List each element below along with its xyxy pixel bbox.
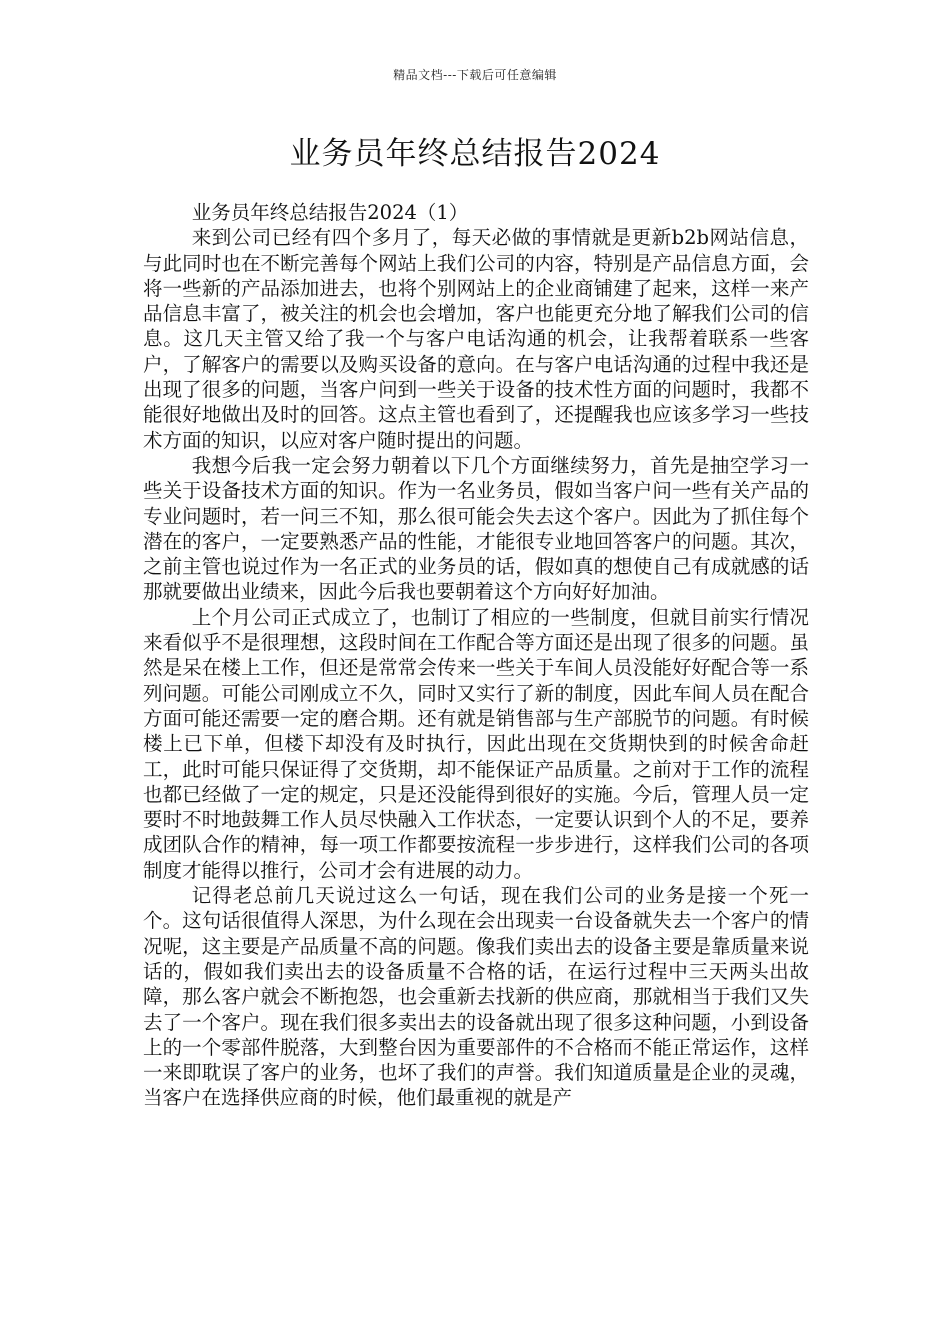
document-body: [143, 200, 809, 1111]
section-heading: 业务员年终总结报告2024（1）: [191, 201, 469, 224]
page-header: 精品文档---下载后可任意编辑: [393, 68, 557, 82]
paragraph-3: 上个月公司正式成立了，也制订了相应的一些制度，但就目前实行情况来看似乎不是很理想，这段时间在工作配合等方面还是出现了很多的问题。虽然是呆在楼上工作，但还是常常会传来一些关于车间人员没能好好配合等一系列问题。可能公司刚成立不久，同时又实行了新的制度，因此车间人员在配合方面可能还需要一定的磨合期。还有就是销售部与生产部脱节的问题。有时候楼上已下单，但楼下却没有及时执行，因此出现在交货期快到的时候舍命赶工，此时可能只保证得了交货期，却不能保证产品质量。之前对于工作的流程也都已经做了一定的规定，只是还没能得到很好的实施。今后，管理人员一定要时不时地鼓舞工作人员尽快融入工作状态，一定要认识到个人的不足，要养成团队合作的精神，每一项工作都要按流程一步步进行，这样我们公司的各项制度才能得以推行，公司才会有进展的动力。: [143, 605, 809, 882]
paragraph-4: 记得老总前几天说过这么一句话，现在我们公司的业务是接一个死一个。这句话很值得人深思，为什么现在会出现卖一台设备就失去一个客户的情况呢，这主要是产品质量不高的问题。像我们卖出去的设备主要是靠质量来说话的，假如我们卖出去的设备质量不合格的话，在运行过程中三天两头出故障，那么客户就会不断抱怨，也会重新去找新的供应商，那就相当于我们又失去了一个客户。现在我们很多卖出去的设备就出现了很多这种问题，小到设备上的一个零部件脱落，大到整台因为重要部件的不合格而不能正常运作，这样一来即耽误了客户的业务，也坏了我们的声誉。我们知道质量是企业的灵魂，当客户在选择供应商的时候，他们最重视的就是产: [143, 884, 809, 1110]
document-title: 业务员年终总结报告2024: [289, 136, 661, 172]
paragraph-1: 来到公司已经有四个多月了，每天必做的事情就是更新b2b网站信息，与此同时也在不断完善每个网站上我们公司的内容，特别是产品信息方面，会将一些新的产品添加进去，也将个别网站上的企业商铺建了起来，这样一来产品信息丰富了，被关注的机会也会增加，客户也能更充分地了解我们公司的信息。这几天主管又给了我一个与客户电话沟通的机会，让我帮着联系一些客户，了解客户的需要以及购买设备的意向。在与客户电话沟通的过程中我还是出现了很多的问题，当客户问到一些关于设备的技术性方面的问题时，我都不能很好地做出及时的回答。这点主管也看到了，还提醒我也应该多学习一些技术方面的知识，以应对客户随时提出的问题。: [143, 226, 809, 452]
paragraph-2: 我想今后我一定会努力朝着以下几个方面继续努力，首先是抽空学习一些关于设备技术方面的知识。作为一名业务员，假如当客户问一些有关产品的专业问题时，若一问三不知，那么很可能会失去这个客户。因此为了抓住每个潜在的客户，一定要熟悉产品的性能，才能很专业地回答客户的问题。其次，之前主管也说过作为一名正式的业务员的话，假如真的想使自己有成就感的话那就要做出业绩来，因此今后我也要朝着这个方向好好加油。: [143, 453, 809, 604]
